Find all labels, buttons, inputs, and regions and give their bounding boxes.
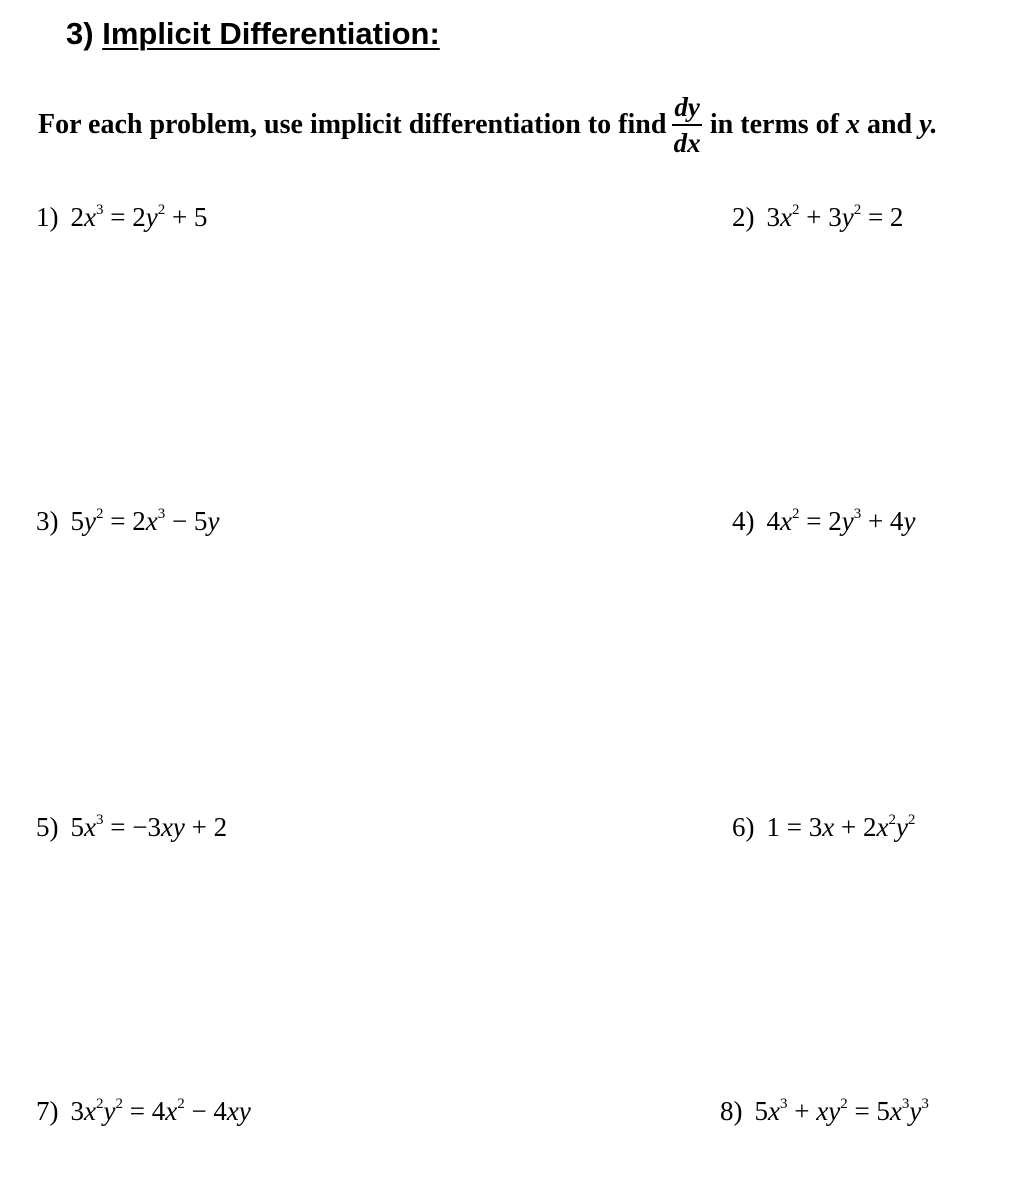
problem-number: 6) <box>732 812 755 842</box>
problem-3 <box>36 506 219 537</box>
problem-5 <box>36 812 227 843</box>
problem-equation: $5x^3 = -3xy + 2$ <box>70 812 228 842</box>
problem-number: 1) <box>36 202 59 232</box>
section-title: Implicit Differentiation: <box>102 16 440 51</box>
problem-7 <box>36 1096 251 1127</box>
problem-number: 7) <box>36 1096 59 1126</box>
problem-number: 4) <box>732 506 755 536</box>
section-heading <box>66 12 440 56</box>
instructions-text-and: and <box>866 109 913 140</box>
fraction-numerator: dy <box>672 92 701 126</box>
problem-equation: $1 = 3x + 2x^2y^2$ <box>766 812 916 842</box>
problem-number: 3) <box>36 506 59 536</box>
problem-equation: $2x^3 = 2y^2 + 5$ <box>70 202 208 232</box>
problem-1 <box>36 202 207 233</box>
problem-2 <box>732 202 903 233</box>
problem-number: 2) <box>732 202 755 232</box>
problem-equation: $4x^2 = 2y^3 + 4y$ <box>766 506 916 536</box>
problem-equation: $3x^2 + 3y^2 = 2$ <box>766 202 904 232</box>
dy-dx-fraction <box>672 92 701 158</box>
problem-4 <box>732 506 915 537</box>
variable-x: x <box>845 109 860 140</box>
problem-equation: $3x^2y^2 = 4x^2 - 4xy$ <box>70 1096 251 1126</box>
section-number: 3) <box>66 16 94 51</box>
problem-number: 8) <box>720 1096 743 1126</box>
problem-equation: $5y^2 = 2x^3 - 5y$ <box>70 506 220 536</box>
variable-y: y. <box>919 109 938 140</box>
instructions-text: For each problem, use implicit differentiation to find <box>38 109 667 140</box>
problem-6 <box>732 812 915 843</box>
problem-number: 5) <box>36 812 59 842</box>
instructions <box>38 92 938 158</box>
problem-8 <box>720 1096 929 1127</box>
instructions-text-terms: in terms of <box>709 109 839 140</box>
problem-equation: $5x^3 + xy^2 = 5x^3y^3$ <box>754 1096 929 1126</box>
fraction-denominator: dx <box>673 128 701 158</box>
